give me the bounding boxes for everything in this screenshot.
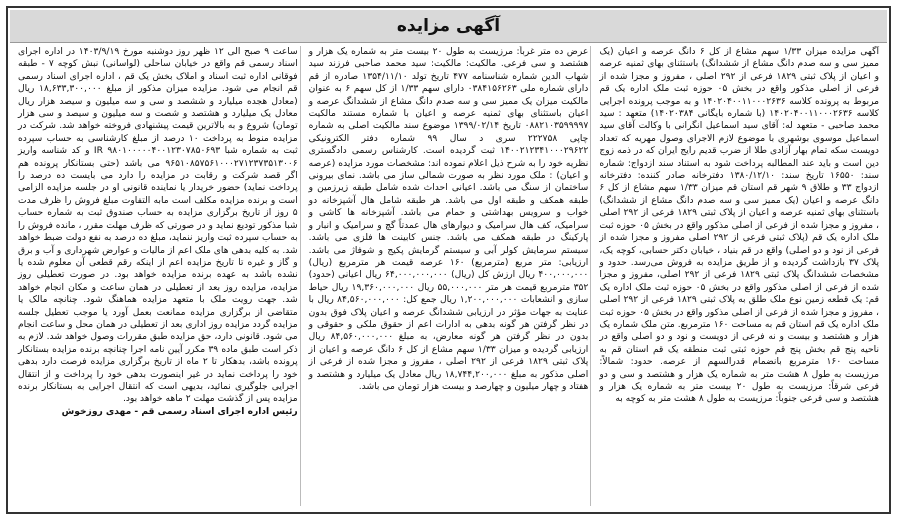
column-1 <box>597 46 881 506</box>
column-2 <box>307 46 592 506</box>
column-3-text: ساعت ۹ صبح الی ۱۲ ظهر روز دوشنبه مورخ ۱۴۰۳/۹/۱۹ در اداره اجرای اسناد رسمی قم واقع در خیابان ساحلی (لواسانی) نبش کوچه ۷ - طبقه فوقانی اداره ثبت اسناد و املاک بخش یک قم ، اداره اجرای اسناد رسمی قم انجام می شود. مزایده میزان مذکور از مبلغ ۱۸,۶۳۳,۳۰۰,۰۰۰ ریال (معادل هجده میلیارد و ششصد و سی و سه میلیون و سیصد هزار ریال معادل یک میلیارد و هشتصد و شصت و سه میلیون و سیصد و سی هزار تومان) شروع و به بالاترین قیمت پیشنهادی فروخته خواهد شد. شرکت در مزایده منوط به پرداخت ۱۰ درصد از مبلغ کارشناسی به حساب سپرده ثبت به شماره شبا IR ۹۸۰۱۰۰۰۰۰۴۰۰۱۲۳۰۷۸۵۰۶۹۳ و کد شناسه واریز ۹۶۵۱۰۸۵۷۵۶۱۰۰۰۲۷۱۲۳۷۳۵۱۳۰۰۶ می باشد (حتی بستانکار پرونده هم اگر قصد شرکت و رقابت در مزایده را دارد می بایست ده درصد را پرداخت نماید) حضور خریدار یا نماینده قانونی او در جلسه مزایده الزامی است و برنده مزایده مکلف است مابه التفاوت مبلغ فروش را ظرف مدت ۵ روز از تاریخ برگزاری مزایده به حساب صندوق ثبت به شماره حساب شبا مذکور تودیع نماید و در صورتی که ظرف مهلت مقرر ، مانده فروش را به حساب سپرده ثبت واریز ننماید، مبلغ ده درصد به نفع دولت ضبط خواهد شد. به کلیه بدهی های ملک اعم از مالیات و عوارض شهرداری و آب و برق و گاز و غیره تا تاریخ مزایده اعم از اینکه رقم قطعی آن معلوم شده یا نشده باشد به عهده برنده مزایده خواهد بود. در صورت تعطیلی روز مزایده، مزایده روز بعد از تعطیلی در همان ساعت و مکان انجام خواهد شد. جهت رویت ملک با متعهد مزایده هماهنگ شود. چنانچه مالک یا متقاضی از برگزاری مزایده ممانعت بعمل آورد یا موجب تعطیل جلسه مزایده گردد مزایده روز اداری بعد از تعطیلی در همان محل و ساعت انجام می شود. قانونی دارد، حق مزایده طبق مقررات وصول خواهد شد. لازم به ذکر است طبق ماده ۳۹ مکرر آیین نامه اجرا چنانچه برنده مزایده بستانکار پرونده باشد، بدهکار تا ۲ ماه از تاریخ برگزاری مزایده فرصت دارد بدهی خود را پرداخت نماید در غیر اینصورت بدهی خود را پرداخت و از انتقال اجرایی جلوگیری نمائید، بدیهی است که انتقال اجرایی به بستانکار برنده مزایده پس از گذشت مهلت ۲ ماهه خواهد بود. <box>17 47 298 405</box>
title-bar <box>10 10 887 43</box>
notice-columns <box>16 46 881 506</box>
notice-title: آگهی مزایده <box>396 16 501 36</box>
notice-frame <box>6 6 891 514</box>
signature: رئیس اداره اجرای اسناد رسمی قم - مهدی روزخوش <box>61 406 298 417</box>
column-3 <box>16 46 301 506</box>
column-1-text: آگهی مزایده میزان ۱/۳۳ سهم مشاع از کل ۶ دانگ عرصه و اعیان (یک ممیز سی و سه صدم دانگ مشاع از ششدانگ) باستثنای بهای ثمنیه عرصه و اعیان از پلاک ثبتی ۱۸۲۹ فرعی از ۲۹۲ اصلی ، مفروز و مجزا شده از فرعی از اصلی مذکور واقع در بخش ۰۵ حوزه ثبت ملک اداره یک قم مربوط به پرونده کلاسه ۱۴۰۲۰۴۰۰۱۱۰۰۰۲۶۳۶ و به موجب پرونده اجرایی کلاسه ۱۴۰۲۰۴۰۰۱۱۰۰۰۲۶۳۶ (با شماره بایگانی ۱۴۰۲۰۳۸۴) متعهد : سید محمد صاحبی - متعهد له: آقای سید اسماعیل انگرانی با وکالت آقای سید اسماعیل موسوی بوشهری با موضوع لازم الاجرای وصول مهریه که تعداد دویست سکه تمام بهار آزادی طلا از ضرب قدیم رایج ایران که در ذمه زوج دین است و باید عند المطالبه پرداخت شود به استناد سند ازدواج: شماره سند: ۱۶۵۵۰ تاریخ سند: ۱۳۸۰/۱۲/۱۰ دفترخانه صادر کننده: دفترخانه ازدواج ۳۳ و طلاق ۹ شهر قم استان قم میزان ۱/۳۳ سهم مشاع از کل ۶ دانگ عرصه و اعیان (یک ممیز سی و سه صدم دانگ مشاع از ششدانگ) باستثنای بهای ثمنیه عرصه و اعیان از پلاک ثبتی ۱۸۲۹ فرعی از ۲۹۲ اصلی ، مفروز و مجزا شده از فرعی از اصلی مذکور واقع در بخش ۰۵ حوزه ثبت ملک اداره یک قم (پلاک ثبتی فرعی از ۲۹۲ اصلی مفروز و مجزا شده از فرعی از نود و دو اصلی) واقع در قم بنیاد ، خیابان دکتر حسابی، کوچه یک، پلاک ۳۷ بازداشت گردیده و از طریق مزایده به فروش می‌رسد. حدود و مشخصات ششدانگ پلاک ثبتی ۱۸۲۹ فرعی از ۲۹۲ اصلی، مفروز و مجزا شده از فرعی از اصلی مذکور واقع در بخش ۰۵ حوزه ثبت ملک اداره یک قم: یک قطعه زمین نوع ملک طلق به پلاک ثبتی ۱۸۲۹ فرعی از ۲۹۲ اصلی ، مفروز و مجزا شده از فرعی از اصلی مذکور واقع در بخش ۰۵ حوزه ثبت ملک اداره یک قم استان قم به مساحت ۱۶۰ مترمربع. متن ملک شماره یک هزار و هشتصد و بیست و نه فرعی از دویست و نود و دو اصلی واقع در ناحیه پنج قم بخش پنج قم حوزه ثبتی ثبت منطقه یک قم استان قم به مساحت ۱۶۰ مترمربع بانضمام قدرالسهم از عرصه. حدود: شمالاً: مرزیست به طول ۸ هشت متر به شماره یک هزار و هشتصد و سی و دو فرعی شرقاً: مرزیست به طول ۲۰ بیست متر به شماره یک هزار و هشتصد و سی فرعی جنوباً: مرزیست به طول ۸ هشت متر به کوچه به <box>599 47 880 405</box>
column-2-text: عرض ده متر غرباً: مرزیست به طول ۲۰ بیست متر به شماره یک هزار و هشتصد و سی فرعی. مالکیت: مالکیت: سید محمد صاحبی فرزند سید شهاب الدین شماره شناسنامه ۴۷۷ تاریخ تولد ۱۳۵۴/۱۱/۱۰ صادره از قم دارای شماره ملی ۰۳۸۴۱۵۶۲۶۳ دارای سهم ۱/۳۳ از کل سهم ۶ به عنوان مالکیت میزان یک ممیز سی و سه صدم دانگ مشاع از ششدانگ عرصه و اعیان باستثنای بهای ثمنیه عرصه و اعیان با شماره مستند مالکیت ۰۸۸۲۱۰۳۵۹۹۹۹۷ تاریخ ۱۳۹۹/۰۲/۱۴ موضوع سند مالکیت اصلی به شماره چاپی ۲۲۲۷۵۸ سری د سال ۹۹ شماره دفتر الکترونیکی ۱۴۰۰۲۱۲۳۴۱۰۰۰۲۹۶۲۲ ثبت گردیده است. کارشناس رسمی دادگستری نظریه خود را به شرح ذیل اعلام نموده اند: مشخصات مورد مزایده (عرصه و اعیان) : ملک مورد نظر به صورت شمالی ساز می باشد. نمای بیرونی ساختمان از سنگ می باشد. اعیانی احداث شده شامل طبقه زیرزمین و طبقه همکف و طبقه اول می باشد. هر طبقه شامل هال آشپزخانه دو خواب و سرویس بهداشتی و حمام می باشد. آشپزخانه ها کاشی و سرامیک، کف هال سرامیک و دیوارهای هال عمدتاً گچ و سرامیک و انبار و پارکینگ در طبقه همکف می باشد. جنس کابینت ها فلزی می باشد. سیستم سرمایش کولر آبی و سیستم گرمایش پکیج و شوفاژ می باشد. ارزیابی: متر مربع (مترمربع) ۱۶۰ عرصه قیمت هر مترمربع (ریال) ۴۰۰,۰۰۰,۰۰۰ ریال ارزش کل (ریال) ۶۴,۰۰۰,۰۰۰,۰۰۰ ریال اعیانی (حدود) ۳۵۲ مترمربع قیمت هر متر ۵۵,۰۰۰,۰۰۰ ریال ۱۹,۳۶۰,۰۰۰,۰۰۰ ریال حیاط سازی و انشعابات ۱,۲۰۰,۰۰۰,۰۰۰ ریال جمع کل: ۸۴,۵۶۰,۰۰۰,۰۰۰ ریال با عنایت به جهات مؤثر در ارزیابی ششدانگ عرصه و اعیان پلاک فوق بدون در نظر گرفتن هر گونه بدهی به ادارات اعم از حقوق ملکی و حقوقی و بدون در نظر گرفتن هر گونه معارض، به مبلغ ۸۴,۵۶۰,۰۰۰,۰۰۰ ریال ارزیابی گردیده و میزان ۱/۳۳ سهم مشاع از کل ۶ دانگ عرصه و اعیان از پلاک ثبتی ۱۸۲۹ فرعی از ۲۹۲ اصلی ، مفروز و مجزا شده از فرعی از اصلی مذکور به مبلغ ۱۸,۷۴۴,۲۰۰,۰۰۰ ریال معادل یک میلیارد و هشتصد و هفتاد و چهار میلیون و چهارصد و بیست هزار تومان می باشد. <box>308 47 589 392</box>
